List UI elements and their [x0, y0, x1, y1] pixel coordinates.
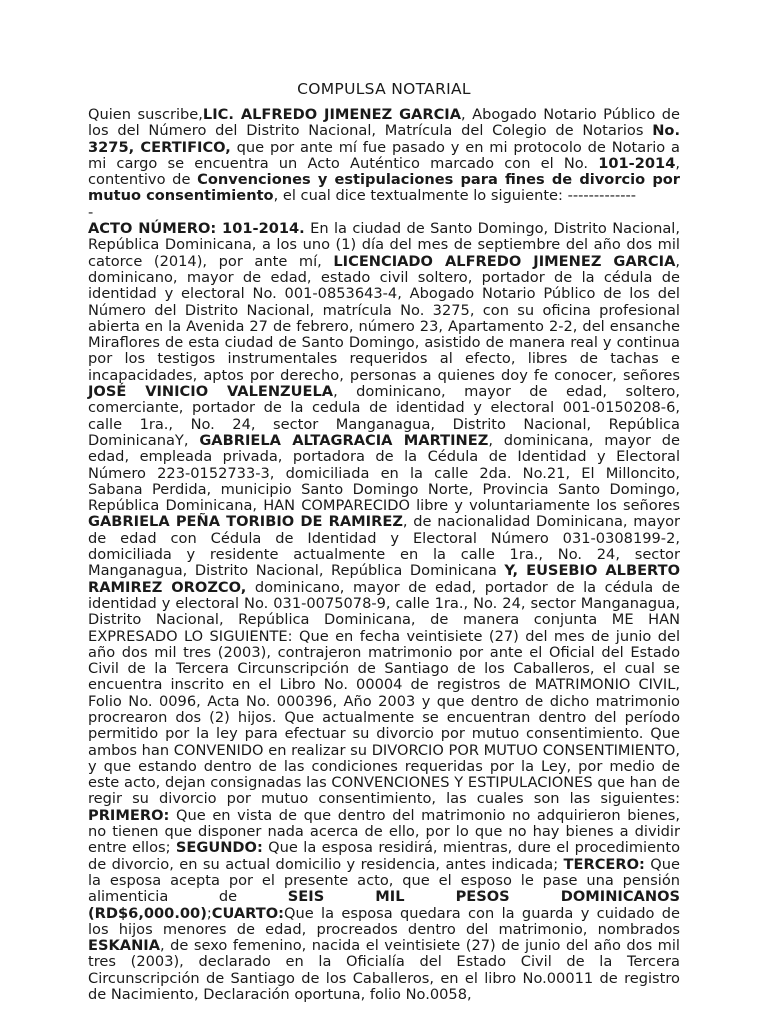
text-run: , Abogado Notario Público de los del Número del Distrito Nacional, Matrícula del Colegio de Notarios: [88, 106, 681, 140]
child-name: ESKANIA: [88, 937, 161, 955]
witness-name: JOSÉ VINICIO VALENZUELA: [88, 383, 334, 401]
party-name: Y, EUSEBIO ALBERTO RAMIREZ OROZCO,: [88, 562, 681, 596]
witness-name: GABRIELA ALTAGRACIA MARTINEZ: [199, 431, 489, 449]
text-run: Que la esposa quedara con la guarda y cuidado de los hijos menores de edad, procreados dentro del matrimonio, nombrados: [88, 904, 680, 938]
text-run: Que en vista de que dentro del matrimonio no adquirieron bienes, no tienen que disponer nada acerca de ello, por lo que no hay bienes a dividir entre ellos;: [88, 806, 680, 857]
act-paragraph: [88, 221, 680, 1003]
certifico-clause: No. 3275, CERTIFICO,: [88, 122, 680, 156]
text-run: , contentivo de: [88, 154, 680, 189]
pension-amount: SEIS MIL PESOS DOMINICANOS (RD$6,000.00): [88, 888, 680, 922]
licenciado-name: LICENCIADO ALFREDO JIMENEZ GARCIA: [333, 252, 676, 270]
clause-label: CUARTO:: [211, 904, 284, 922]
clause-label: SEGUNDO:: [175, 839, 263, 857]
text-run: , de sexo femenino, nacida el veintisiete (27) de junio del año dos mil tres (2003), declarado en la Oficialía del Estado Civil de la Tercera Circunscripción de Santiago de los Caballeros, en el libro No.00011 de registro de Nacimiento, Declaración oportuna, folio No.0058,: [88, 937, 680, 1004]
text-run: Quien suscribe,: [88, 106, 203, 123]
text-run: ;: [206, 904, 212, 922]
clause-label: PRIMERO:: [88, 806, 170, 824]
text-run: Que la esposa acepta por el presente acto, que el esposo le pase una pensión alimenticia de: [88, 855, 681, 906]
certification-paragraph: [88, 107, 680, 205]
clause-label: TERCERO:: [563, 855, 645, 873]
party-name: GABRIELA PEÑA TORIBIO DE RAMIREZ: [88, 513, 403, 531]
document-title: COMPULSA NOTARIAL: [297, 80, 471, 98]
text-run: En la ciudad de Santo Domingo, Distrito Nacional, República Dominicana, a los uno (1) día del mes de septiembre del año dos mil catorce (2014), por ante mí,: [88, 220, 680, 270]
act-heading: ACTO NÚMERO: 101-2014.: [88, 220, 305, 238]
notary-name: LIC. ALFREDO JIMENEZ GARCIA: [202, 106, 462, 123]
text-run: que por ante mí fue pasado y en mi protocolo de Notario a mi cargo se encuentra un Acto Auténtico marcado con el No.: [88, 138, 680, 172]
text-run: , dominicano, mayor de edad, estado civil soltero, portador de la cédula de identidad y electoral No. 001-0853643-4, Abogado Notario Público de los del Número del Distrito Nacional, matrícula No. 3275, con su oficina profesional abierta en la Avenida 27 de febrero, número 23, Apartamento 2-2, del ensanche Miraflores de esta ciudad de Santo Domingo, asistido de manera real y continua por los testigos instrumentales requeridos al efecto, libres de tachas e incapacidades, aptos por derecho, personas a quienes doy fe conocer, señores: [88, 252, 681, 384]
document-body: [88, 107, 680, 1003]
text-run: Que la esposa residirá, mientras, dure el procedimiento de divorcio, en su actual domicilio y residencia, antes indicada;: [88, 839, 680, 873]
text-run: , el cual dice textualmente lo siguiente: -------------: [273, 187, 637, 205]
text-run: , de nacionalidad Dominicana, mayor de edad con Cédula de Identidad y Electoral Número 031-0308199-2, domiciliada y residente actualmente en la calle 1ra., No. 24, sector Manganagua, Distrito Nacional, República Dominicana: [88, 513, 681, 580]
text-run: , dominicano, mayor de edad, soltero, comerciante, portador de la cedula de identidad y electoral 001-0150208-6, calle 1ra., No. 24, sector Manganagua, Distrito Nacional, República DominicanaY,: [88, 383, 680, 449]
dash-trail: -: [88, 203, 94, 221]
act-number: 101-2014: [598, 154, 676, 172]
text-run: , dominicana, mayor de edad, empleada privada, portadora de la Cédula de Identidad y Electoral Número 223-0152733-3, domiciliada en la calle 2da. No.21, El Milloncito, Sabana Perdida, municipio Santo Domingo Norte, Provincia Santo Domingo, República Dominicana, HAN COMPARECIDO libre y voluntariamente los señores: [88, 431, 681, 515]
text-run: dominicano, mayor de edad, portador de la cédula de identidad y electoral No. 031-0075078-9, calle 1ra., No. 24, sector Manganagua, Distrito Nacional, República Dominicana, de manera conjunta ME HAN EXPRESADO LO SIGUIENTE: Que en fecha veintisiete (27) del mes de junio del año dos mil tres (2003), contrajeron matrimonio por ante el Oficial del Estado Civil de la Tercera Circunscripción de Santiago de los Caballeros, el cual se encuentra inscrito en el Libro No. 00004 de registros de MATRIMONIO CIVIL, Folio No. 0096, Acta No. 000396, Año 2003 y que dentro de dicho matrimonio procrearon dos (2) hijos. Que actualmente se encuentran dentro del período permitido por la ley para efectuar su divorcio por mutuo consentimiento. Que ambos han CONVENIDO en realizar su DIVORCIO POR MUTUO CONSENTIMIENTO, y que estando dentro de las condiciones requeridas por la Ley, por medio de este acto, dejan consignadas las CONVENCIONES Y ESTIPULACIONES que han de regir su divorcio por mutuo consentimiento, las cuales son las siguientes:: [88, 578, 681, 808]
act-subject: Convenciones y estipulaciones para fines de divorcio por mutuo consentimiento: [88, 171, 680, 205]
